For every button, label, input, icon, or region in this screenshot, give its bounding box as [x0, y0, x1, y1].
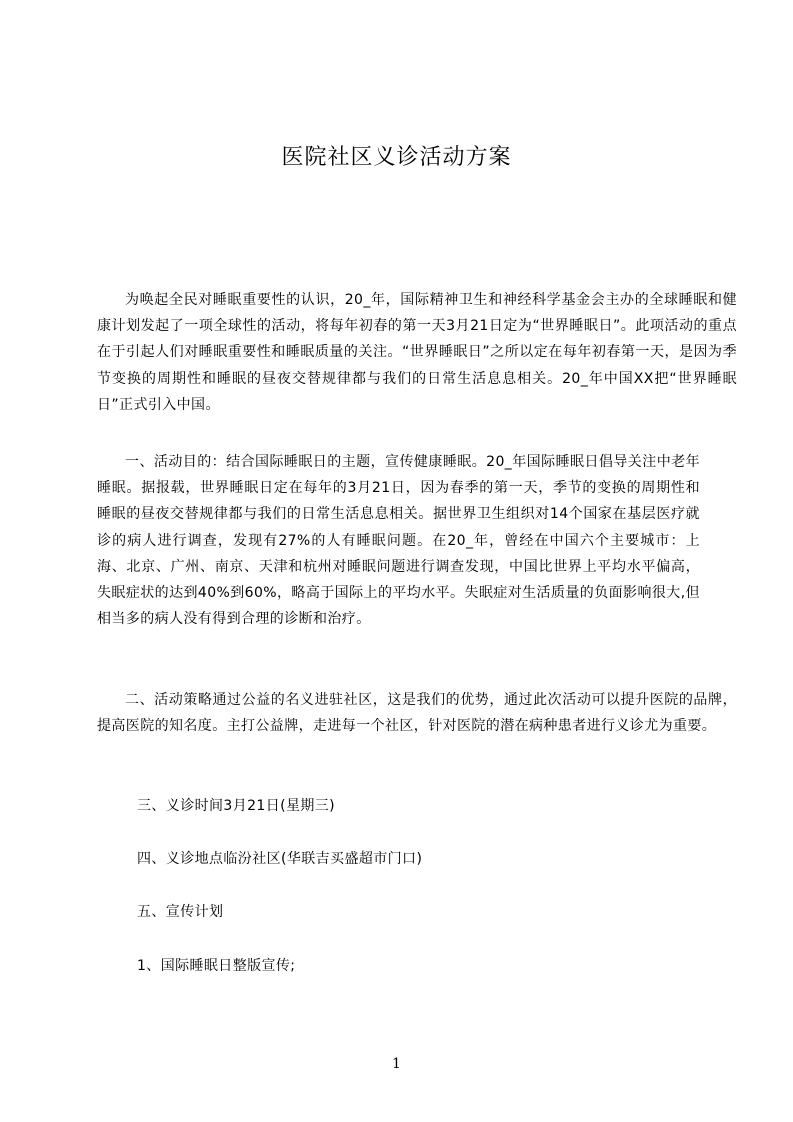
section-strategy-paragraph: 二、活动策略通过公益的名义进驻社区，这是我们的优势，通过此次活动可以提升医院的品牌，提高医院的知名度。主打公益牌，走进每一个社区，针对医院的潜在病种患者进行义诊尤为重要。 — [97, 692, 737, 735]
section-purpose-paragraph: 一、活动目的：结合国际睡眠日的主题，宣传健康睡眠。20_年国际睡眠日倡导关注中老年睡眠。据报载，世界睡眠日定在每年的3月21日，因为春季的第一天，季节的变换的周期性和睡眠的昼夜交替规律都与我们的日常生活息息相关。据世界卫生组织对14个国家在基层医疗就诊的病人进行调查，发现有27%的人有睡眠问题。在20_年，曾经在中国六个主要城市：上海、北京、广州、南京、天津和杭州对睡眠问题进行调查发现，中国比世界上平均水平偏高，失眠症状的达到40%到60%，略高于国际上的平均水平。失眠症对生活质量的负面影响很大,但相当多的病人没有得到合理的诊断和治疗。 — [97, 454, 700, 628]
section-place-line: 四、义诊地点临汾社区(华联吉买盛超市门口) — [137, 851, 423, 867]
section-plan-heading: 五、宣传计划 — [137, 904, 224, 920]
plan-item-1: 1、国际睡眠日整版宣传; — [137, 958, 296, 974]
page-number: 1 — [392, 1056, 401, 1072]
document-title: 医院社区义诊活动方案 — [281, 145, 512, 170]
intro-paragraph: 为唤起全民对睡眠重要性的认识，20_年，国际精神卫生和神经科学基金会主办的全球睡眠和健康计划发起了一项全球性的活动，将每年初春的第一天3月21日定为“世界睡眠日”。此项活动的重点在于引起人们对睡眠重要性和睡眠质量的关注。“世界睡眠日”之所以定在每年初春第一天，是因为季节变换的周期性和睡眠的昼夜交替规律都与我们的日常生活息息相关。20_年中国XX把“世界睡眠日”正式引入中国。 — [97, 292, 737, 413]
section-time-line: 三、义诊时间3月21日(星期三) — [137, 798, 336, 814]
